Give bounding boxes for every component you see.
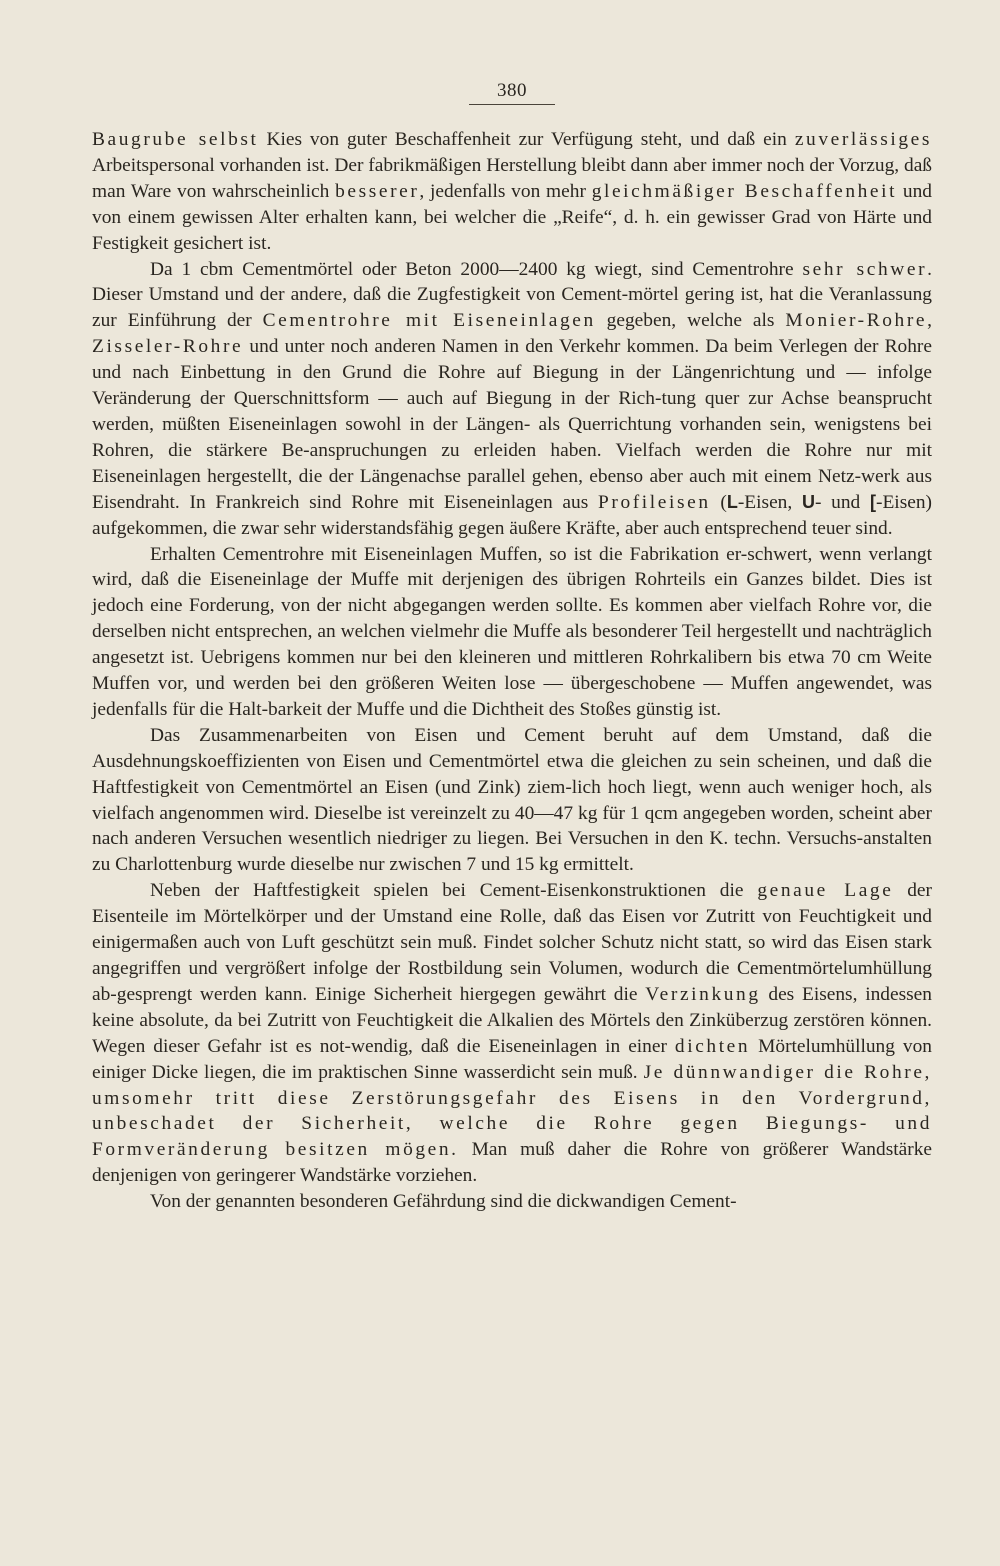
text-run: , xyxy=(927,310,932,332)
text-run: . Dieser Umstand und der andere, daß die Zugfestigkeit von Cement-mörtel gering ist, hat die Veranlassung zur Einführung der xyxy=(92,258,932,332)
text-run: Man muß daher die Rohre von größerer Wandstärke denjenigen von geringerer Wandstärke vorziehen. xyxy=(92,1139,932,1187)
text-run: Von der genannten besonderen Gefährdung sind die dickwandigen Cement- xyxy=(150,1191,737,1213)
paragraph xyxy=(92,878,932,1189)
emphasized-text: Monier-Rohre xyxy=(785,310,928,332)
text-run: -Eisen) aufgekommen, die zwar sehr widerstandsfähig gegen äußere Kräfte, aber auch entsprechend teuer sind. xyxy=(92,491,932,539)
emphasized-text: sehr schwer xyxy=(802,258,928,280)
emphasized-text: Zisseler-Rohre xyxy=(92,336,244,358)
text-run: , jedenfalls von mehr xyxy=(419,180,592,202)
body-text xyxy=(92,127,932,1215)
emphasized-text: genaue Lage xyxy=(757,880,894,902)
paragraph xyxy=(92,127,932,257)
text-run: - und xyxy=(814,491,870,513)
profile-iron-symbol: U xyxy=(801,491,815,512)
paragraph xyxy=(92,542,932,723)
emphasized-text: Profileisen xyxy=(598,491,711,513)
emphasized-text: Cementrohre mit Eiseneinlagen xyxy=(262,310,596,332)
text-run: des Eisens, indessen keine absolute, da bei Zutritt von Feuchtigkeit die Alkalien des Mörtels den Zinküberzug zerstören können. Wegen dieser Gefahr ist es not-wendig, daß die Eiseneinlagen in einer xyxy=(92,983,932,1057)
text-run: Arbeitspersonal vorhanden ist. Der fabrikmäßigen Herstellung bleibt dann aber immer noch der Vorzug, daß man Ware von wahrscheinlich xyxy=(92,154,932,202)
text-run: Erhalten Cementrohre mit Eiseneinlagen Muffen, so ist die Fabrikation er-schwert, wenn verlangt wird, daß die Eiseneinlage der Muffe mit derjenigen des übrigen Rohrteils ein Ganzes bildet. Dies ist jedoch eine Forderung, von der nicht abgegangen werden sollte. Es kommen aber vielfach Rohre vor, die derselben nicht entsprechen, an welchen vielmehr die Muffe als besonderer Teil hergestellt und nachträglich angesetzt ist. Uebrigens kommen nur bei den kleineren und mittleren Rohrkalibern bis etwa 70 cm Weite Muffen vor, und werden bei den größeren Weiten lose — übergeschobene — Muffen angewendet, was jedenfalls für die Halt-barkeit der Muffe und die Dichtheit des Stoßes günstig ist. xyxy=(92,543,932,720)
text-run: Mörtelumhüllung von einiger Dicke liegen, die im praktischen Sinne wasserdicht sein muß. xyxy=(92,1035,932,1083)
text-run: gegeben, welche als xyxy=(595,310,786,332)
emphasized-text: gleichmäßiger Beschaffenheit xyxy=(591,180,898,202)
text-run: Da 1 cbm Cementmörtel oder Beton 2000—2400 kg wiegt, sind Cementrohre xyxy=(150,258,803,280)
page-number: 380 xyxy=(497,80,527,101)
page-number-rule xyxy=(469,104,555,105)
emphasized-text: zuverlässiges xyxy=(794,129,932,150)
paragraph xyxy=(92,1189,932,1215)
emphasized-text: Je dünnwandiger die Rohre, umsomehr tritt diese Zerstörungsgefahr des Eisens in den Vordergrund, unbeschadet der Sicherheit, welche die Rohre gegen Biegungs- und Formveränderung besitzen mögen. xyxy=(92,1061,932,1161)
emphasized-text: dichten xyxy=(674,1035,751,1057)
text-run: Kies von guter Beschaffenheit zur Verfügung steht, und daß ein xyxy=(258,129,795,150)
profile-iron-symbol: L xyxy=(726,491,738,512)
text-run: Neben der Haftfestigkeit spielen bei Cement-Eisenkonstruktionen die xyxy=(150,880,758,902)
text-run: Das Zusammenarbeiten von Eisen und Cement beruht auf dem Umstand, daß die Ausdehnungskoeffizienten von Eisen und Cementmörtel etwa die gleichen zu sein scheinen, und daß die Haftfestigkeit von Cementmörtel an Eisen (und Zink) ziem-lich hoch liegt, wenn auch weniger hoch, als vielfach angenommen wird. Dieselbe ist vereinzelt zu 40—47 kg für 1 qcm angegeben worden, scheint aber nach anderen Versuchen wesentlich niedriger zu liegen. Bei Versuchen in den K. techn. Versuchs-anstalten zu Charlottenburg wurde dieselbe nur zwischen 7 und 15 kg ermittelt. xyxy=(92,724,932,876)
emphasized-text: besserer xyxy=(335,180,420,202)
emphasized-text: Verzinkung xyxy=(645,983,761,1005)
emphasized-text: Baugrube selbst xyxy=(92,129,259,150)
text-run: und von einem gewissen Alter erhalten kann, bei welcher die „Reife“, d. h. ein gewisser Grad von Härte und Festigkeit gesichert ist. xyxy=(92,180,932,254)
paragraph xyxy=(92,723,932,878)
text-run: ( xyxy=(710,491,727,513)
text-run: -Eisen, xyxy=(737,491,802,513)
text-run: der Eisenteile im Mörtelkörper und der Umstand eine Rolle, daß das Eisen vor Zutritt von Feuchtigkeit und einigermaßen auch von Luft geschützt sein muß. Findet solcher Schutz nicht statt, so wird das Eisen stark angegriffen und vergrößert infolge der Rostbildung sein Volumen, wodurch die Cementmörtelumhüllung ab-gesprengt werden kann. Einige Sicherheit hiergegen gewährt die xyxy=(92,880,932,1005)
paragraph xyxy=(92,257,932,542)
text-run: und unter noch anderen Namen in den Verkehr kommen. Da beim Verlegen der Rohre und nach Einbettung in den Grund die Rohre auf Biegung in der Längenrichtung und — infolge Veränderung der Querschnittsform — auch auf Biegung in der Rich-tung quer zur Achse beansprucht werden, müßten Eiseneinlagen sowohl in der Längen- als Querrichtung vorhanden sein, wenigstens bei Rohren, die stärkere Be-anspruchungen zu erleiden haben. Vielfach werden die Rohre nur mit Eiseneinlagen hergestellt, die der Längenachse parallel gehen, ebenso aber auch mit einem Netz-werk aus Eisendraht. In Frankreich sind Rohre mit Eiseneinlagen aus xyxy=(92,336,932,513)
profile-iron-symbol: [ xyxy=(870,491,876,512)
